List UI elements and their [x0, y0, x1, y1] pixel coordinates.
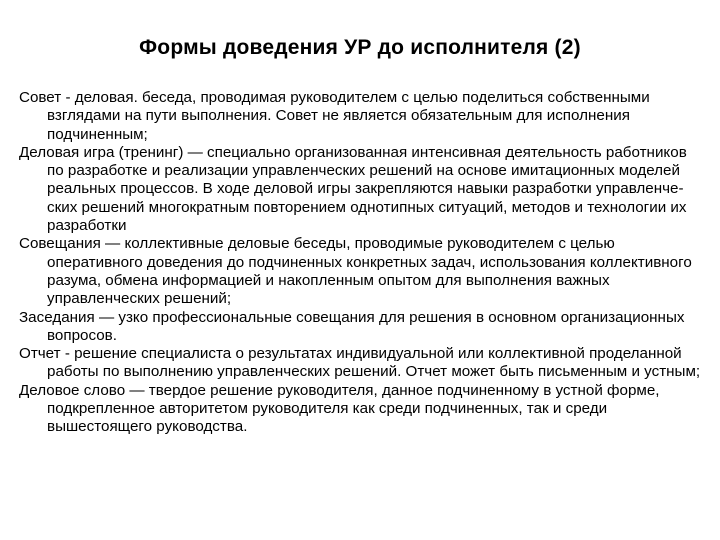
- item-term: Отчет: [19, 345, 61, 363]
- slide-title: Формы доведения УР до исполнителя (2): [139, 36, 581, 59]
- list-item: [19, 235, 703, 308]
- list-item: [19, 309, 703, 346]
- list-item: [19, 144, 703, 235]
- item-separator: —: [183, 143, 208, 161]
- item-term: Заседания: [19, 308, 95, 326]
- item-text: решение специалиста о результатах индивидуальной или коллективной проделанной работы по выполнению управленческих решений. Отчет может быть письменным и устным;: [47, 345, 701, 381]
- item-term: Деловая игра (тренинг): [19, 143, 184, 161]
- item-text: деловая. беседа, проводимая руководителем с целью поделиться собственными взглядами на пути выполнения. Совет не является обязательным для исполнения подчиненным;: [47, 89, 650, 143]
- list-item: [19, 345, 703, 382]
- item-separator: —: [100, 235, 125, 253]
- item-text: узко профессиональные совещания для решения в основном организационных вопросов.: [47, 308, 685, 344]
- slide-content: [19, 89, 703, 437]
- item-separator: —: [94, 308, 119, 326]
- item-text: твердое решение руководителя, данное подчиненному в устной форме, подкрепленное авторитетом руководителя как среди подчиненных, так и среди вышестоящего руководства.: [47, 381, 660, 436]
- item-separator: —: [125, 381, 149, 399]
- item-separator: -: [61, 89, 75, 106]
- item-text: коллективные деловые беседы, проводимые руководителем с целью оперативного доведения до подчиненных конкретных задач, использования коллективного разума, обмена информацией и накопленным опытом для выполнения важных управленческих решений;: [47, 235, 692, 308]
- item-term: Совещания: [19, 235, 101, 253]
- list-item: [19, 89, 703, 144]
- item-text: специально организованная интенсивная деятельность работников по разработке и реализации управленческих решений на основе имитационных моделей реальных процессов. В ходе деловой игры закрепляются навыки разработки управленче-ских решений многократным повторением однотипных ситуаций, методов и технологии их разработки: [47, 143, 687, 235]
- item-term: Деловое слово: [19, 381, 126, 399]
- list-item: [19, 382, 703, 437]
- item-separator: -: [60, 345, 75, 363]
- item-term: Совет: [19, 89, 62, 106]
